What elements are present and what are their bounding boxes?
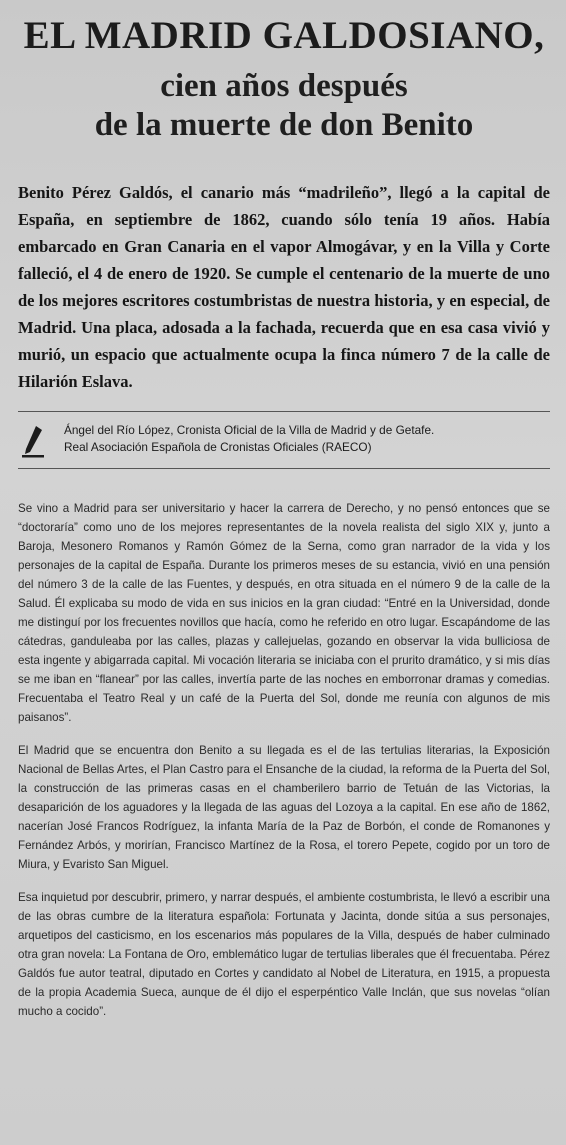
- article-body: [18, 499, 550, 1021]
- subtitle-line-2: de la muerte de don Benito: [94, 106, 474, 143]
- page-subtitle: [18, 67, 550, 145]
- lead-paragraph: Benito Pérez Galdós, el canario más “madrileño”, llegó a la capital de España, en septiembre de 1862, cuando sólo tenía 19 años. Había embarcado en Gran Canaria en el vapor Almogávar, y en la Villa y Corte falleció, el 4 de enero de 1920. Se cumple el centenario de la muerte de uno de los mejores escritores costumbristas de nuestra historia, y en especial, de Madrid. Una placa, adosada a la fachada, recuerda que en esa casa vivió y murió, un espacio que actualmente ocupa la finca número 7 de la calle de Hilarión Eslava.: [18, 182, 550, 392]
- author-affiliation: Real Asociación Española de Cronistas Oficiales (RAECO): [64, 440, 372, 455]
- author-name: Ángel del Río López, Cronista Oficial de la Villa de Madrid y de Getafe.: [64, 423, 435, 438]
- body-paragraph-1: Se vino a Madrid para ser universitario y hacer la carrera de Derecho, y no pensó entonces que se “doctoraría” como uno de los mejores representantes de la novela realista del siglo XIX y, junto a Baroja, Mesonero Romanos y Ramón Gómez de la Serna, como gran narrador de la vida y los personajes de la capital de España. Durante los primeros meses de su estancia, vivió en una pensión del número 3 de la calle de las Fuentes, y después, en otra situada en el número 9 de la calle de la Salud. Él explicaba su modo de vida en sus inicios en la gran ciudad: “Entré en la Universidad, donde me distinguí por los frecuentes novillos que hacía, como he referido en otro lugar. Escapándome de las cátedras, ganduleaba por las calles, plazas y callejuelas, gozando en observar la vida bulliciosa de esta ingente y abigarrada capital. Mi vocación literaria se iniciaba con el prurito dramático, y si mis días se me iban en “flanear” por las calles, invertía parte de las noches en emborronar dramas y comedias. Frecuentaba el Teatro Real y un café de la Puerta del Sol, donde me reunía con algunos de mis paisanos”.: [18, 502, 550, 725]
- body-paragraph-3: Esa inquietud por descubrir, primero, y narrar después, el ambiente costumbrista, le llevó a escribir una de las obras cumbre de la literatura española: Fortunata y Jacinta, donde sitúa a sus personajes, arquetipos del casticismo, en los escenarios más populares de la Villa, después de haber culminado otra gran novela: La Fontana de Oro, emblemático lugar de tertulias liberales que él frecuentaba. Pérez Galdós fue autor teatral, diputado en Cortes y candidato al Nobel de Literatura, en 1915, a propuesta de la propia Academia Sueca, aunque de él dijo el esperpéntico Valle Inclán, que sus novelas “olían mucho a cocido”.: [18, 891, 550, 1019]
- body-paragraph-2: El Madrid que se encuentra don Benito a su llegada es el de las tertulias literarias, la Exposición Nacional de Bellas Artes, el Plan Castro para el Ensanche de la ciudad, la reforma de la Puerta del Sol, la construcción de las primeras casas en el chamberilero barrio de Tetuán de las Victorias, la desaparición de los aguadores y la llegada de las aguas del Lozoya a la capital. En ese año de 1862, nacerían José Francos Rodríguez, la infanta María de la Paz de Borbón, el conde de Romanones y Fernández Arbós, y morirían, Francisco Martínez de la Rosa, el torero Pepete, cogido por un toro de Miura, y Evaristo San Miguel.: [18, 744, 550, 872]
- author-box: [18, 411, 550, 469]
- subtitle-line-1: cien años después: [160, 67, 408, 104]
- page-title: EL MADRID GALDOSIANO,: [23, 14, 545, 57]
- pen-icon: [22, 424, 44, 458]
